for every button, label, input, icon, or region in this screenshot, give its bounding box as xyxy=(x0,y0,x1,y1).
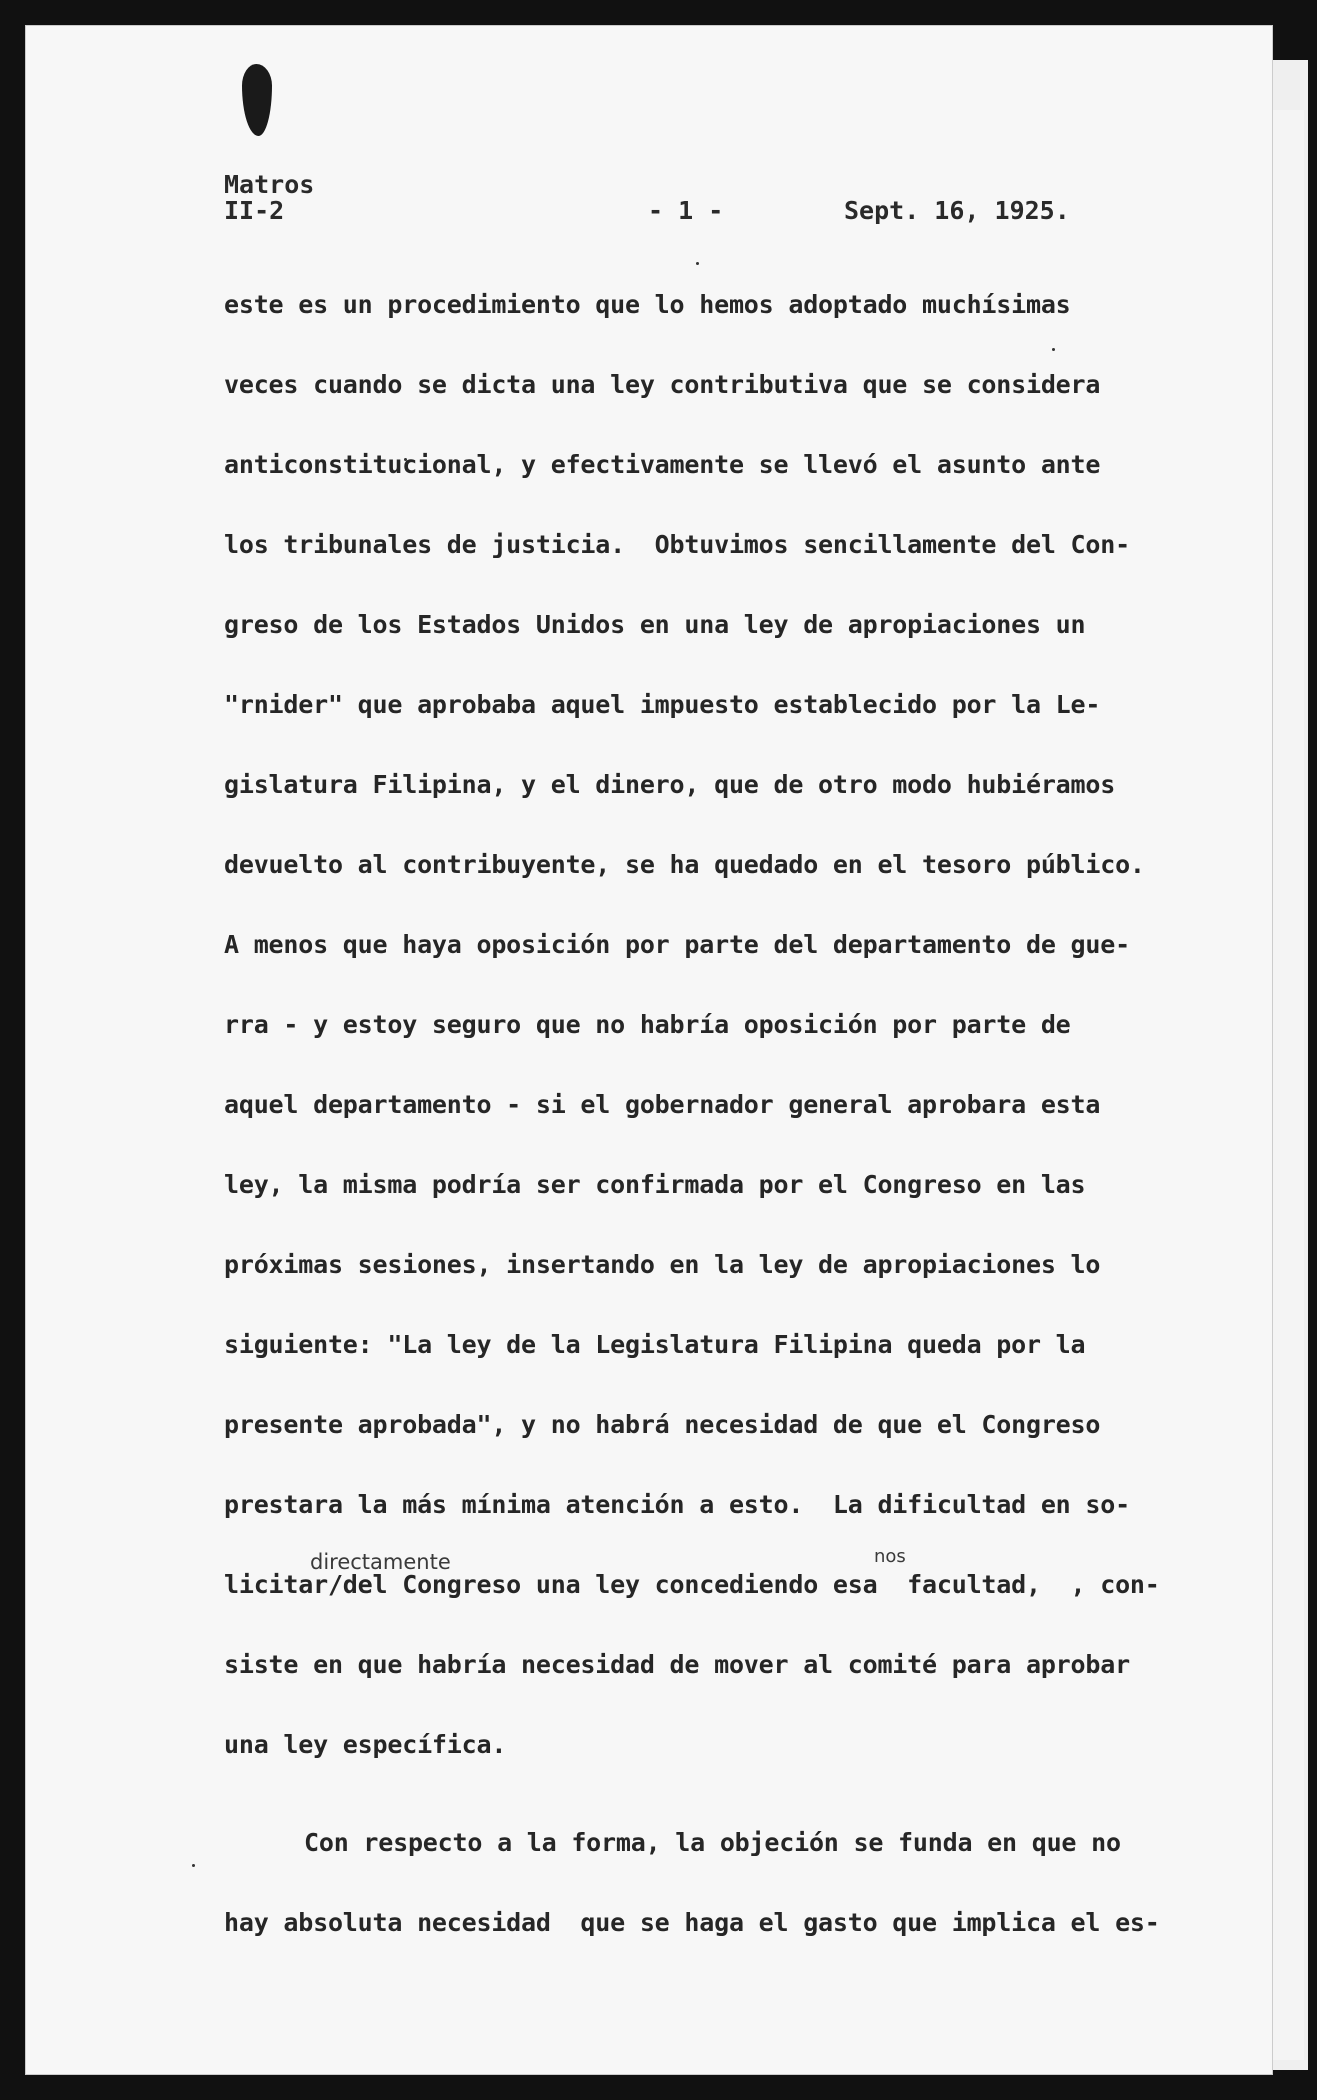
text-line: los tribunales de justicia. Obtuvimos sencillamente del Con- xyxy=(224,530,1130,559)
handwritten-insertion: directamente xyxy=(310,1550,451,1574)
ink-speck xyxy=(696,262,699,265)
handwritten-correction: nos xyxy=(874,1546,906,1567)
text-line: hay absoluta necesidad que se haga el gasto que implica el es- xyxy=(224,1908,1160,1937)
header-date: Sept. 16, 1925. xyxy=(844,196,1070,225)
text-line: Con respecto a la forma, la objeción se funda en que no xyxy=(304,1828,1121,1857)
page-number: - 1 - xyxy=(648,196,724,225)
text-line: ley, la misma podría ser confirmada por el Congreso en las xyxy=(224,1170,1086,1199)
text-line: próximas sesiones, insertando en la ley de apropiaciones lo xyxy=(224,1250,1101,1279)
text-line: A menos que haya oposición por parte del departamento de gue- xyxy=(224,930,1130,959)
text-line: una ley específica. xyxy=(224,1730,507,1759)
document-page xyxy=(26,26,1272,2074)
header-ref: II-2 xyxy=(224,196,285,225)
text-line: aquel departamento - si el gobernador general aprobara esta xyxy=(224,1090,1101,1119)
text-line: gislatura Filipina, y el dinero, que de otro modo hubiéramos xyxy=(224,770,1116,799)
text-line: prestara la más mínima atención a esto. La dificultad en so- xyxy=(224,1490,1130,1519)
text-line: anticonstitucional, y efectivamente se llevó el asunto ante xyxy=(224,450,1101,479)
text-line: licitar/del Congreso una ley concediendo esa facultad, , con- xyxy=(224,1570,1160,1599)
text-line: este es un procedimiento que lo hemos adoptado muchísimas xyxy=(224,290,1071,319)
text-line: presente aprobada", y no habrá necesidad de que el Congreso xyxy=(224,1410,1101,1439)
text-line: rra - y estoy seguro que no habría oposición por parte de xyxy=(224,1010,1071,1039)
ink-speck xyxy=(192,1864,195,1867)
text-line: greso de los Estados Unidos en una ley de apropiaciones un xyxy=(224,610,1086,639)
ink-blot xyxy=(242,64,272,136)
ink-speck xyxy=(1052,348,1055,351)
text-line: devuelto al contribuyente, se ha quedado en el tesoro público. xyxy=(224,850,1145,879)
header-name: Matros xyxy=(224,170,315,199)
text-line: siste en que habría necesidad de mover al comité para aprobar xyxy=(224,1650,1130,1679)
text-line: siguiente: "La ley de la Legislatura Filipina queda por la xyxy=(224,1330,1086,1359)
text-line: "rnider" que aprobaba aquel impuesto establecido por la Le- xyxy=(224,690,1101,719)
text-line: veces cuando se dicta una ley contributiva que se considera xyxy=(224,370,1101,399)
